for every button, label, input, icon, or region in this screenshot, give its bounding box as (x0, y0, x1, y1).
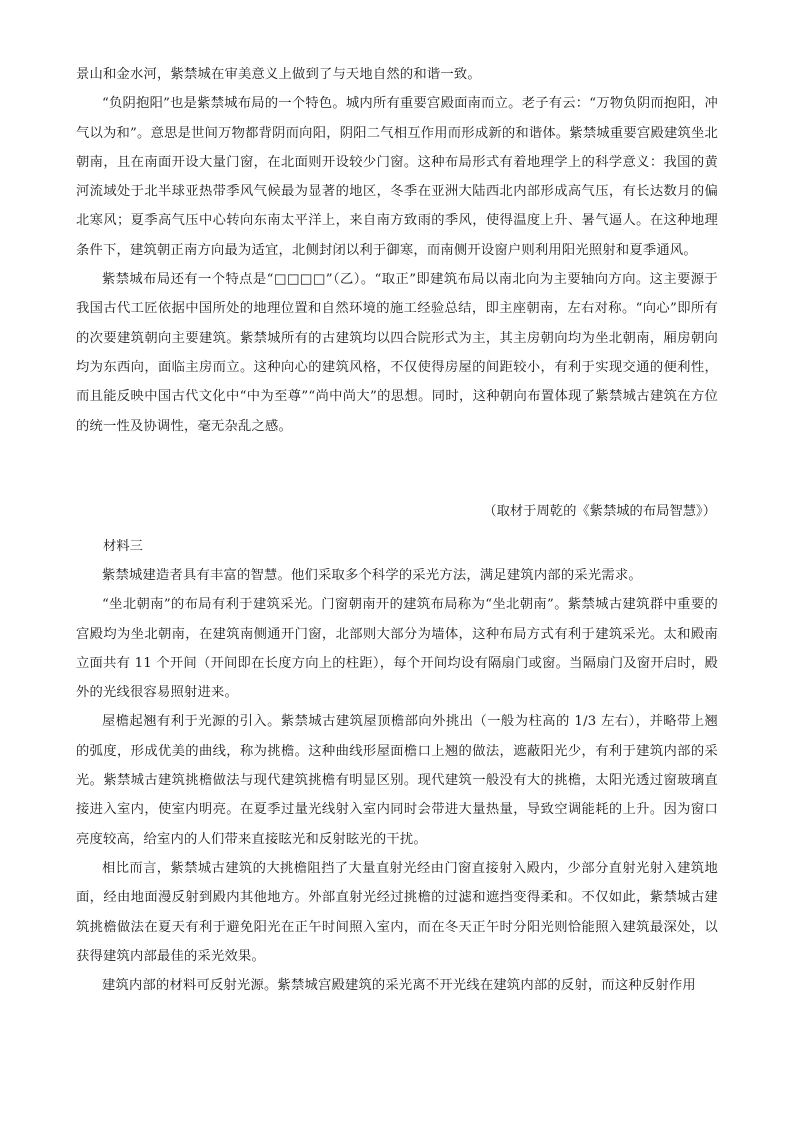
source-citation: （取材于周乾的《紫禁城的布局智慧》） (483, 504, 716, 519)
paragraph-4: “坐北朝南”的布局有利于建筑采光。门窗朝南开的建筑布局称为“坐北朝南”。紫禁城古建筑群中重要的宫殿均为坐北朝南，在建筑南侧通开门窗，北部则大部分为墙体，这种布局方式有利于建筑采光。太和殿南立面共有 11 个开间（开间即在长度方向上的柱距），每个开间均设有隔扇门或窗。当隔扇门及窗开启时，殿外的光线很容易照射进来。 (76, 597, 718, 701)
paragraph-5: 屋檐起翘有利于光源的引入。紫禁城古建筑屋顶檐部向外挑出（一般为柱高的 1/3 左右），并略带上翘的弧度，形成优美的曲线，称为挑檐。这种曲线形屋面檐口上翘的做法，遮蔽阳光少，有利于建筑内部的采光。紫禁城古建筑挑檐做法与现代建筑挑檐有明显区别。现代建筑一般没有大的挑檐，太阳光透过窗玻璃直接进入室内，使室内明亮。在夏季过量光线射入室内同时会带进大量热量，导致空调能耗的上升。因为窗口亮度较高，给室内的人们带来直接眩光和反射眩光的干扰。 (76, 714, 718, 847)
paragraph-7: 建筑内部的材料可反射光源。紫禁城宫殿建筑的采光离不开光线在建筑内部的反射，而这种反射作用 (102, 978, 696, 994)
paragraph-2: 紫禁城布局还有一个特点是“□□□□”（乙）。“取正”即建筑布局以南北向为主要轴向方向。这主要源于我国古代工匠依据中国所处的地理位置和自然环境的施工经验总结，即主座朝南，左右对称。“向心”即所有的次要建筑朝向主要建筑。紫禁城所有的古建筑均以四合院形式为主，其主房朝向均为坐北朝南，厢房朝向均为东西向，面临主房而立。这种向心的建筑风格，不仅使得房屋的间距较小，有利于实现交通的便利性，而且能反映中国古代文化中“中为至尊”“尚中尚大”的思想。同时，这种朝向布置体现了紫禁城古建筑在方位的统一性及协调性，毫无杂乱之感。 (76, 272, 718, 434)
paragraph-3: 紫禁城建造者具有丰富的智慧。他们采取多个科学的采光方法，满足建筑内部的采光需求。 (102, 568, 642, 583)
section-heading: 材料三 (103, 539, 143, 554)
paragraph-1: “负阴抱阳”也是紫禁城布局的一个特色。城内所有重要宫殿面南而立。老子有云：“万物负阴而抱阳，冲气以为和”。意思是世间万物都背阴而向阳，阴阳二气相互作用而形成新的和谐体。紫禁城重要宫殿建筑坐北朝南，且在南面开设大量门窗，在北面则开设较少门窗。这种布局形式有着地理学上的科学意义：我国的黄河流域处于北半球亚热带季风气候最为显著的地区，冬季在亚洲大陆西北内部形成高气压，有长达数月的偏北寒风；夏季高气压中心转向东南太平洋上，来自南方致雨的季风，使得温度上升、暑气逼人。在这种地理条件下，建筑朝正南方向最为适宜，北侧封闭以利于御寒，而南侧开设窗户则利用阳光照射和夏季通风。 (76, 96, 718, 258)
text-section-bottom (76, 561, 718, 1000)
paragraph-0: 景山和金水河，紫禁城在审美意义上做到了与天地自然的和谐一致。 (76, 67, 481, 82)
text-section-top (76, 60, 718, 441)
paragraph-6: 相比而言，紫禁城古建筑的大挑檐阻挡了大量直射光经由门窗直接射入殿内，少部分直射光射入建筑地面，经由地面漫反射到殿内其他地方。外部直射光经过挑檐的过滤和遮挡变得柔和。不仅如此，紫禁城古建筑挑檐做法在夏天有利于避免阳光在正午时间照入室内，而在冬天正午时分阳光则恰能照入建筑最深处，以获得建筑内部最佳的采光效果。 (76, 860, 718, 964)
